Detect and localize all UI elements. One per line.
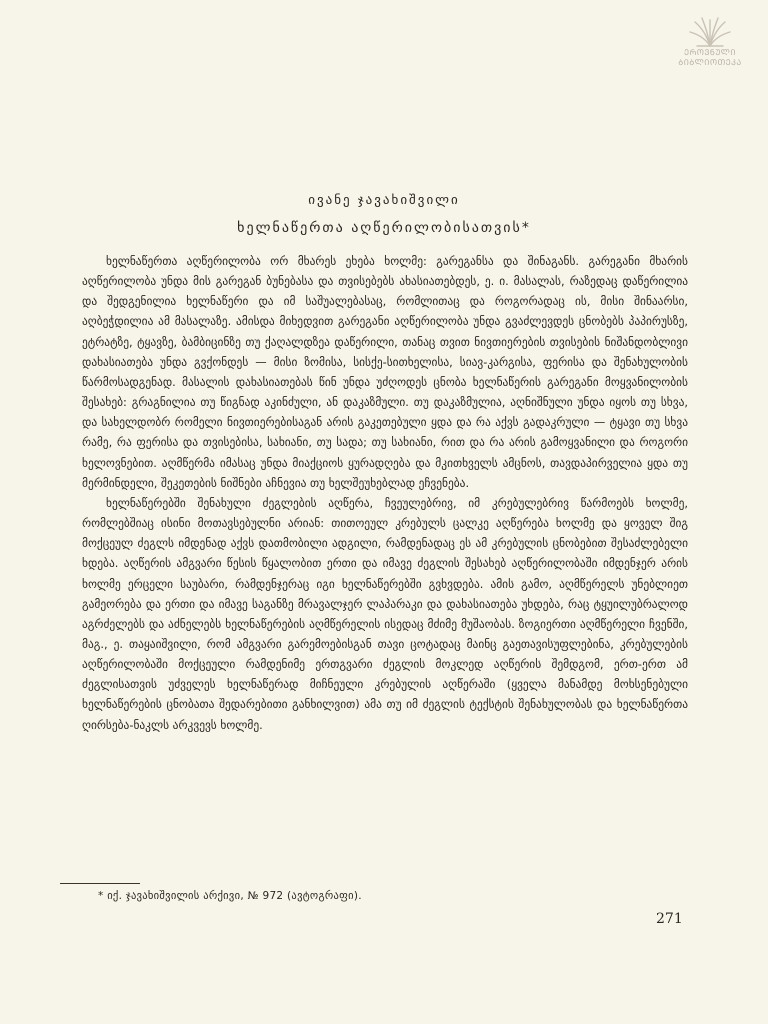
stamp-line-2: ᲑᲘᲑᲚᲘᲝᲗᲔᲙᲐ bbox=[678, 58, 742, 67]
article-title: ხელნაწერთა აღწერილობისათვის* bbox=[237, 220, 531, 236]
article-body bbox=[82, 251, 688, 735]
stamp-line-1: ᲔᲠᲝᲕᲜᲣᲚᲘ bbox=[684, 48, 736, 57]
body-paragraph: ხელნაწერებში შენახული ძეგლების აღწერა, ჩვეულებრივ, იმ კრებულებრივ წარმოებს ხოლმე, რომლებშიაც ისინი მოთავსებულნი არიან: თითოეულ კრებულს ცალკე აღწერება ხოლმე და ყოველ შიგ მოქცეულ ძეგლს იმდენად აქვს დათმობილი ადგილი, რამდენადაც ეს ამ კრებულის ცნობებით შესაძლებელი ხდება. აღწერის ამგვარი წესის წყალობით ერთი და იმავე ძეგლის შესახებ აღწერილობაში იმდენჯერ არის ხოლმე ერცელი საუბარი, რამდენჯერაც იგი ხელნაწერებში გვხვდება. ამის გამო, აღმწერელს უნებლიეთ გამეორება და ერთი და იმავე საგანზე მრავალჯერ ლაპარაკი და დახასიათება უხდება, რაც ტყუილუბრალოდ აგრძელებს და აძნელებს ხელნაწერების აღმწერელის ისედაც მძიმე მუშაობას. ზოგიერთი აღმწერელი ჩვენში, მაგ., ე. თაყაიშვილი, რომ ამგვარი გარემოებისგან თავი ცოტადაც მაინც გაეთავისუფლებინა, კრებულების აღწერილობაში მოქცეული რამდენიმე ერთგვარი ძეგლის მოკლედ აღწერის შემდგომ, ერთ-ერთ ამ ძეგლისათვის უძველეს ხელნაწერად მიჩნეული კრებულის აღწერაში (ყველა მანამდე მოხსენებული ხელნაწერების ცნობათა შედარებითი განხილვით) ამა თუ იმ ძეგლის ტექსტის შენახულობას და ხელნაწერთა ღირსება-ნაკლს არკვევს ხოლმე. bbox=[82, 495, 688, 732]
body-paragraph: ხელნაწერთა აღწერილობა ორ მხარეს ეხება ხოლმე: გარეგანსა და შინაგანს. გარეგანი მხარის აღწერილობა უნდა მის გარეგან ბუნებასა და თვისებებს ახასიათებდეს, ე. ი. მასალას, რაზედაც დაწერილია და შედგენილია ხელნაწერი და იმ საშუალებასაც, რომლითაც და როგორადაც ის, მისი შინაარსი, აღბეჭდილია ამ მასალაზე. ამისდა მიხედვით გარეგანი აღწერილობა უნდა გვაძლევდეს ცნობებს პაპირუსზე, ეტრატზე, ტყავზე, ბამბიცინზე თუ ქაღალდზეა დაწერილი, თანაც თვით ნივთიერების თვისების ნიშანდობლივი დახასიათება უნდა გვქონდეს — მისი ზომისა, სისქე-სითხელისა, სიავ-კარგისა, ფერისა და შენახულობის წარმოსადგენად. მასალის დახასიათებას წინ უნდა უძღოდეს ცნობა ხელნაწერის გარეგანი მოყვანილობის შესახებ: გრაგნილია თუ წიგნად აკინძული, ან დაკაზმული. თუ დაკაზმულია, აღნიშნული უნდა იყოს თუ სხვა, და სახელდობრ რომელი ნივთიერებისაგან არის გაკეთებული ყდა და რა აქვს გადაკრული — ტყავი თუ სხვა რამე, რა ფერისა და თვისებისა, სახიანი, თუ სადა; თუ სახიანი, რით და რა არის გამოყვანილი და როგორი ხელოვნებით. აღმწერმა იმასაც უნდა მიაქციოს ყურადღება და მკითხველს ამცნოს, თავდაპირველია ყდა თუ მერმინდელი, შეკეთების ნიშნები აჩნევია თუ ხელშეუხებლად ეჩვენება. bbox=[82, 254, 688, 490]
library-stamp bbox=[670, 14, 750, 68]
wheat-sheaf-icon bbox=[687, 14, 733, 48]
footnote: * იქ. ჯავახიშვილის არქივი, № 972 (ავტოგრაფი). bbox=[98, 890, 362, 902]
page-number: 271 bbox=[656, 911, 683, 927]
article-author: ივანე ჯავახიშვილი bbox=[308, 193, 460, 208]
footnote-divider bbox=[60, 883, 140, 884]
